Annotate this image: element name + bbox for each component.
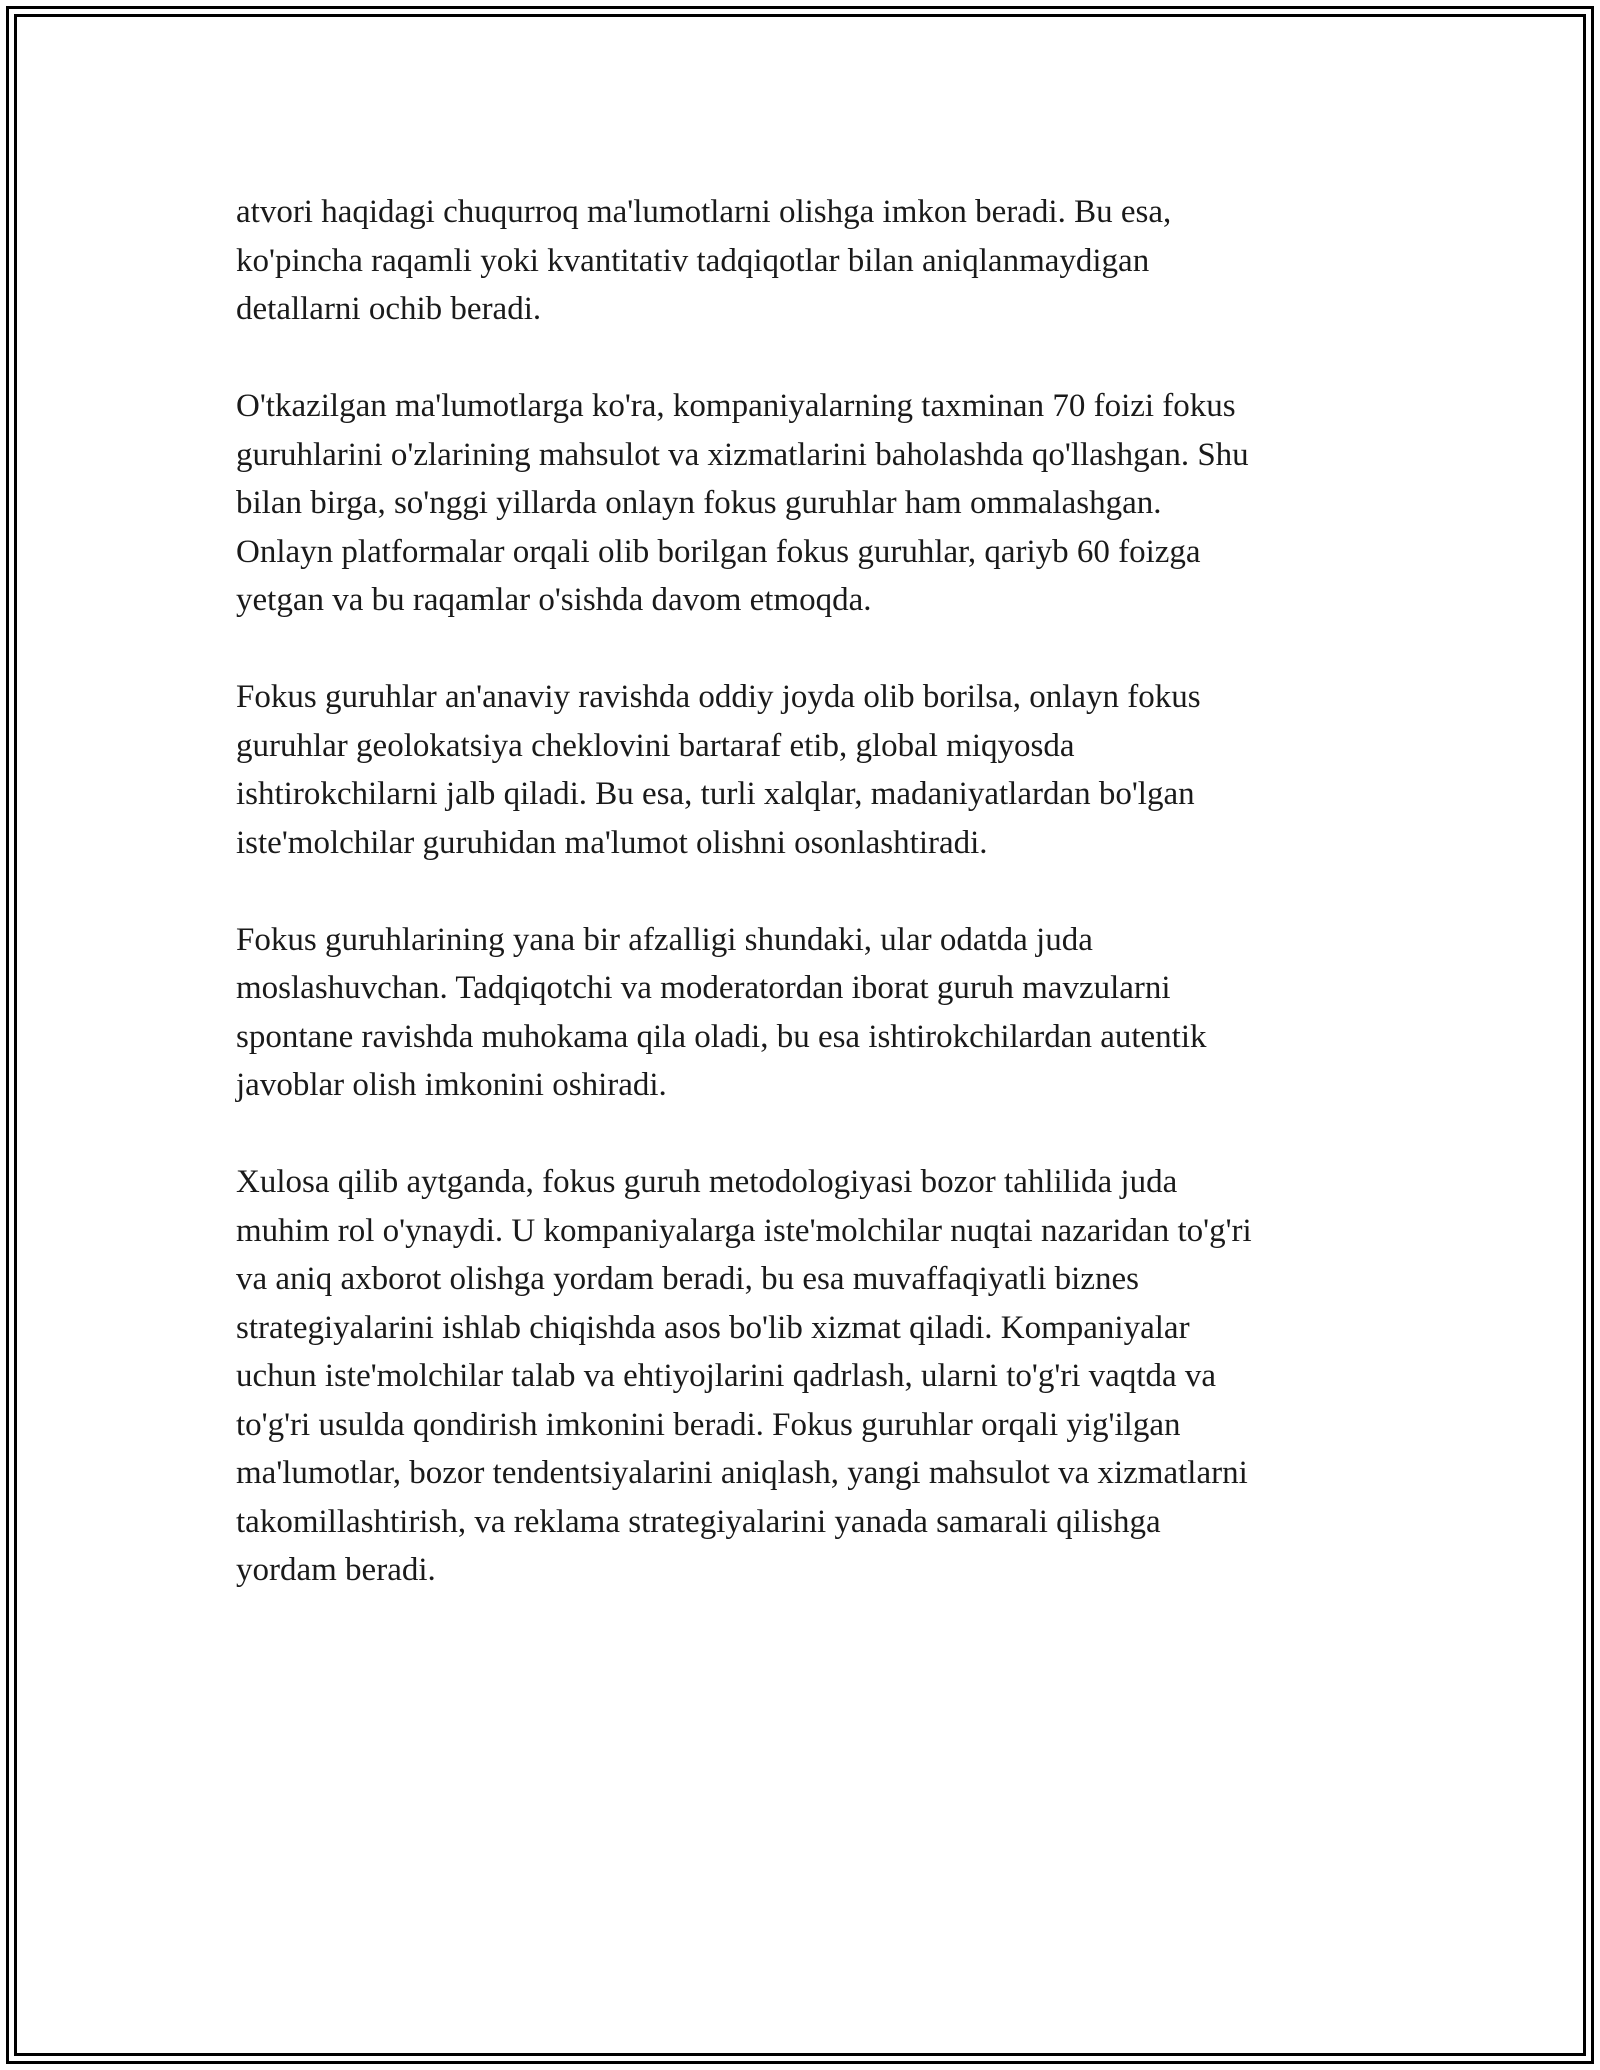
text-line: guruhlarini o'zlarining mahsulot va xizmatlarini baholashda qo'llashgan. Shu xyxy=(236,436,1249,473)
text-line: ishtirokchilarni jalb qiladi. Bu esa, turli xalqlar, madaniyatlardan bo'lgan xyxy=(236,776,1195,812)
text-line: Xulosa qilib aytganda, fokus guruh metodologiyasi bozor tahlilida juda xyxy=(236,1164,1178,1200)
text-line: moslashuvchan. Tadqiqotchi va moderatordan iborat guruh mavzularni xyxy=(236,970,1171,1006)
paragraph-1 xyxy=(236,188,1376,334)
text-line: javoblar olish imkonini oshiradi. xyxy=(236,1067,667,1103)
text-line: Fokus guruhlar an'anaviy ravishda oddiy joyda olib borilsa, onlayn fokus xyxy=(236,679,1201,715)
text-line: yetgan va bu raqamlar o'sishda davom etmoqda. xyxy=(236,582,872,618)
text-line: Fokus guruhlarining yana bir afzalligi shundaki, ular odatda juda xyxy=(236,921,1093,958)
paragraph-2 xyxy=(236,382,1376,625)
text-line: to'g'ri usulda qondirish imkonini beradi. Fokus guruhlar orqali yig'ilgan xyxy=(236,1406,1181,1443)
text-line: uchun iste'molchilar talab va ehtiyojlarini qadrlash, ularni to'g'ri vaqtda va xyxy=(236,1358,1217,1394)
text-line: detallarni ochib beradi. xyxy=(236,291,542,327)
text-line: atvori haqidagi chuqurroq ma'lumotlarni olishga imkon beradi. Bu esa, xyxy=(236,194,1172,230)
text-line: iste'molchilar guruhidan ma'lumot olishni osonlashtiradi. xyxy=(236,824,988,861)
text-line: ko'pincha raqamli yoki kvantitativ tadqiqotlar bilan aniqlanmaydigan xyxy=(236,242,1150,279)
paragraph-4 xyxy=(236,916,1376,1110)
paragraph-5 xyxy=(236,1158,1376,1595)
text-line: strategiyalarini ishlab chiqishda asos bo'lib xizmat qiladi. Kompaniyalar xyxy=(236,1309,1190,1346)
text-line: va aniq axborot olishga yordam beradi, bu esa muvaffaqiyatli biznes xyxy=(236,1261,1139,1297)
text-line: guruhlar geolokatsiya cheklovini bartaraf etib, global miqyosda xyxy=(236,727,1075,764)
text-line: O'tkazilgan ma'lumotlarga ko'ra, kompaniyalarning taxminan 70 foizi fokus xyxy=(236,388,1236,424)
document-body xyxy=(236,188,1376,1643)
paragraph-3 xyxy=(236,673,1376,867)
text-line: spontane ravishda muhokama qila oladi, bu esa ishtirokchilardan autentik xyxy=(236,1018,1207,1055)
text-line: Onlayn platformalar orqali olib borilgan fokus guruhlar, qariyb 60 foizga xyxy=(236,533,1201,570)
text-line: muhim rol o'ynaydi. U kompaniyalarga iste'molchilar nuqtai nazaridan to'g'ri xyxy=(236,1212,1252,1249)
text-line: ma'lumotlar, bozor tendentsiyalarini aniqlash, yangi mahsulot va xizmatlarni xyxy=(236,1455,1248,1491)
text-line: yordam beradi. xyxy=(236,1552,436,1588)
text-line: bilan birga, so'nggi yillarda onlayn fokus guruhlar ham ommalashgan. xyxy=(236,485,1162,521)
text-line: takomillashtirish, va reklama strategiyalarini yanada samarali qilishga xyxy=(236,1503,1161,1540)
